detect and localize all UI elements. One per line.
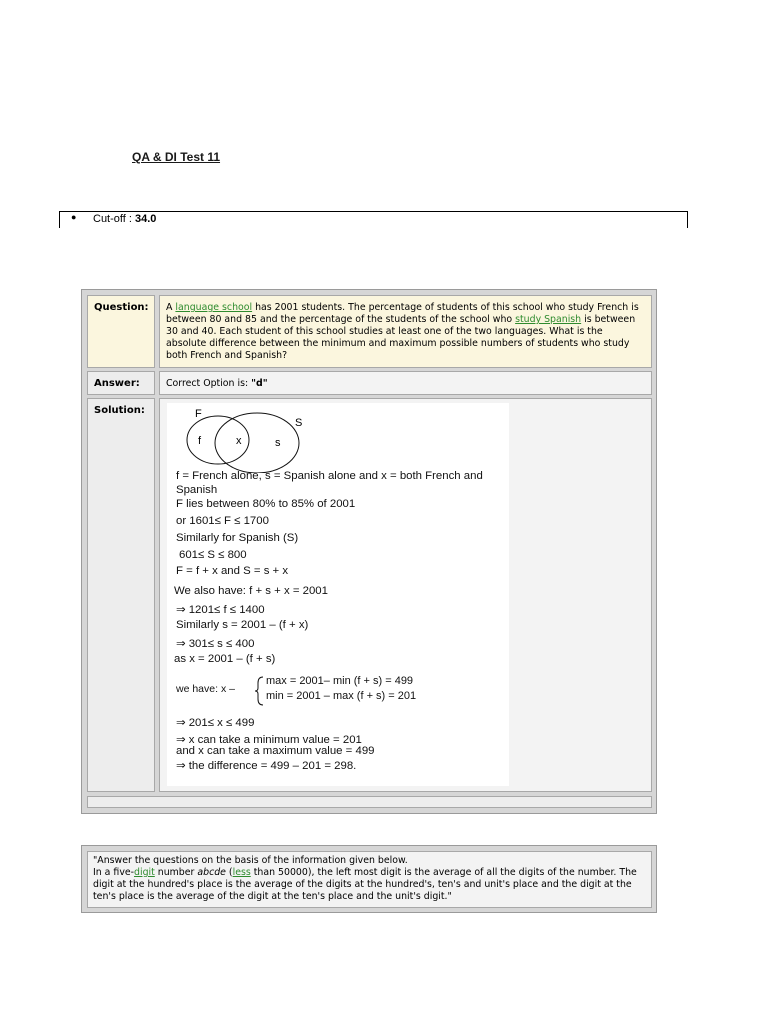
passage-text-c: (: [225, 867, 233, 878]
passage-text-d: than 50000), the left most digit is the average of all the digits of the number. The digit at the hundred's place is the average of the digits at the hundred's, ten's and unit's place and the digit at the ten's place is the average of the digit at the ten's place and the unit's digit.": [93, 867, 637, 902]
solution-line: ⇒ 1201≤ f ≤ 1400: [176, 604, 265, 616]
question-text-3: is between 30 and 40. Each student of this school studies at least one of the two languages. What is the absolute difference between the minimum and maximum possible numbers of students who study both French and Spanish?: [166, 314, 636, 361]
passage-panel: [81, 845, 657, 913]
solution-line: min = 2001 – max (f + s) = 201: [266, 690, 417, 702]
solution-line: as x = 2001 – (f + s): [174, 653, 276, 665]
solution-line: max = 2001– min (f + s) = 499: [266, 675, 414, 687]
solution-line: F lies between 80% to 85% of 2001: [176, 498, 356, 510]
solution-line: ⇒ 201≤ x ≤ 499: [176, 717, 255, 729]
question-text: [159, 295, 652, 368]
question-panel: [81, 289, 657, 814]
answer-option: "d": [251, 378, 268, 389]
answer-label: Answer:: [87, 371, 155, 395]
spanish-circle: [215, 413, 299, 473]
solution-line: Spanish: [176, 484, 218, 496]
cutoff-bar: [59, 211, 688, 228]
venn-label-f: f: [198, 435, 202, 447]
venn-label-x: x: [236, 435, 242, 447]
venn-label-s: s: [275, 437, 281, 449]
venn-label-F: F: [195, 408, 202, 420]
passage-line-2: [93, 867, 646, 903]
solution-line: and x can take a maximum value = 499: [176, 745, 375, 757]
cutoff-value: 34.0: [134, 213, 157, 225]
empty-row: [87, 796, 652, 808]
passage-text-a: In a five-: [93, 867, 135, 878]
less-link[interactable]: less: [232, 867, 251, 878]
bullet-icon: ●: [71, 212, 77, 222]
question-text-2: has 2001 students. The percentage of students of this school who study French is between 80 and 85 and the percentage of the students of the school who: [166, 302, 639, 325]
passage-text-b: number: [154, 867, 198, 878]
solution-line: 601≤ S ≤ 800: [179, 549, 247, 561]
solution-line: ⇒ 301≤ s ≤ 400: [176, 638, 255, 650]
question-text-1: A: [166, 302, 176, 313]
answer-prefix: Correct Option is:: [166, 378, 252, 389]
digit-link[interactable]: digit: [134, 867, 155, 878]
solution-image: [167, 403, 509, 786]
solution-line: Similarly for Spanish (S): [176, 532, 299, 544]
solution-line: or 1601≤ F ≤ 1700: [176, 515, 269, 527]
cutoff-label: Cut-off :: [93, 213, 135, 225]
passage-text: [87, 851, 652, 908]
venn-label-S: S: [295, 417, 303, 429]
solution-line: ⇒ the difference = 499 – 201 = 298.: [176, 760, 357, 772]
question-label: Question:: [87, 295, 155, 368]
study-spanish-link[interactable]: study Spanish: [515, 314, 582, 325]
language-school-link[interactable]: language school: [175, 302, 253, 313]
solution-line: F = f + x and S = s + x: [176, 565, 289, 577]
solution-label: Solution:: [87, 398, 155, 792]
cutoff-text: [93, 213, 156, 225]
passage-variable: abcde: [197, 867, 226, 878]
passage-line-1: "Answer the questions on the basis of the information given below.: [93, 855, 408, 866]
solution-line: ⇒ x can take a minimum value = 201: [176, 734, 362, 746]
answer-text: [159, 371, 652, 395]
solution-line: f = French alone, s = Spanish alone and x = both French and: [176, 470, 483, 482]
solution-line: we have: x –: [176, 683, 235, 695]
solution-line: We also have: f + s + x = 2001: [174, 585, 328, 597]
solution-line: Similarly s = 2001 – (f + x): [176, 619, 309, 631]
brace-icon: [255, 676, 265, 706]
venn-diagram: [175, 405, 315, 473]
page-title: QA & DI Test 11: [132, 150, 221, 164]
